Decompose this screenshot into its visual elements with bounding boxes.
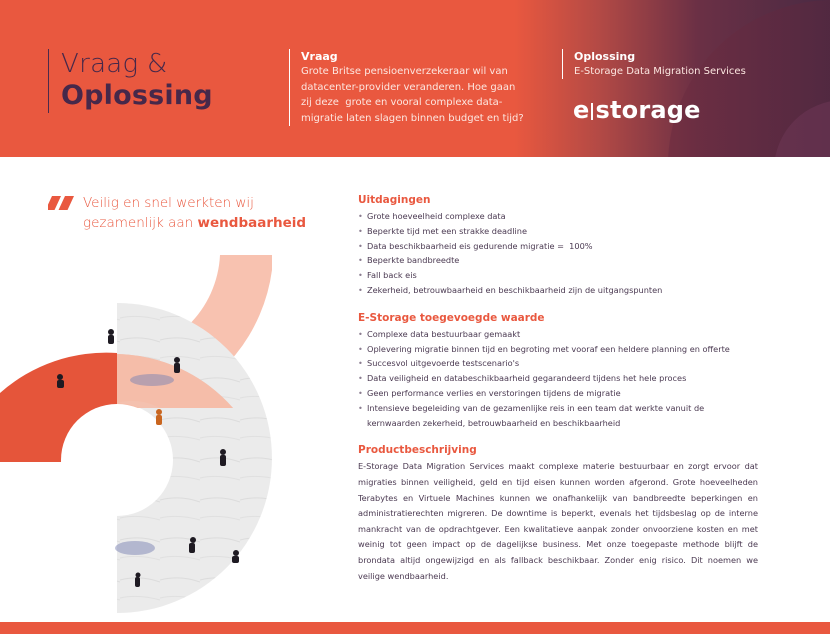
header-banner [0, 0, 830, 157]
estorage-logo [573, 96, 701, 124]
vraag-section [289, 49, 529, 126]
oplossing-section [562, 49, 746, 79]
list-item: • Data beschikbaarheid eis gedurende migratie = 100% [358, 239, 758, 254]
logo-e: e [573, 96, 590, 124]
product-heading: Productbeschrijving [358, 444, 477, 457]
product-section [358, 443, 758, 584]
title-line-1: Vraag & [61, 49, 168, 79]
list-item: • Beperkte bandbreedte [358, 253, 758, 268]
vraag-line: migratie laten slagen binnen budget en tijd? [301, 112, 524, 124]
list-item: • Fall back eis [358, 268, 758, 283]
uitdagingen-heading: Uitdagingen [358, 194, 431, 206]
oplossing-text: E-Storage Data Migration Services [574, 66, 746, 77]
content-column [358, 193, 758, 597]
list-item: • Complexe data bestuurbaar gemaakt [358, 327, 758, 342]
logo-storage: storage [595, 96, 701, 124]
uitdagingen-list [358, 209, 758, 298]
vraag-line: Grote Britse pensioenverzekeraar wil van [301, 66, 508, 77]
quote-line-2 [83, 213, 306, 233]
list-item: • Oplevering migratie binnen tijd en begroting met vooraf een heldere planning en offerte [358, 342, 758, 357]
quote-line-1: Veilig en snel werkten wij [83, 195, 254, 211]
vraag-heading: Vraag [301, 50, 338, 63]
list-item: • Zekerheid, betrouwbaarheid en beschikbaarheid zijn de uitgangspunten [358, 283, 758, 298]
quote-text [83, 193, 306, 233]
waarde-heading: E-Storage toegevoegde waarde [358, 311, 545, 324]
list-item: • Beperkte tijd met een strakke deadline [358, 224, 758, 239]
list-item: • Geen performance verlies en verstoringen tijdens de migratie [358, 386, 758, 401]
product-description: E-Storage Data Migration Services maakt complexe materie bestuurbaar en zorgt ervoor dat migraties binnen veiligheid, geld en tijd eisen kunnen worden afgerond. Grote hoeveelheden Terabytes en Virtuele Machines kunnen we onafhankelijk van bandbreedte beperkingen en administratierechten migreren. De downtime is beperkt, evenals het tijdsbeslag op de interne mankracht van de opdrachtgever. Een kwalitatieve aanpak zonder onvoorziene kosten en met weinig tot geen impact op de dagelijkse business. Met onze toegepaste methode blijft de brondata altijd ongewijzigd en als fallback beschikbaar. Zonder enig risico. Dit noemen we veilige wendbaarheid. [358, 461, 758, 581]
quote-marks-icon [48, 196, 76, 210]
waarde-section [358, 311, 758, 431]
vraag-line: datacenter-provider veranderen. Hoe gaan [301, 81, 516, 93]
logo-divider [591, 103, 593, 120]
pull-quote [48, 193, 306, 233]
vraag-line: zij deze grote en vooral complexe data- [301, 97, 503, 108]
list-item: • Succesvol uitgevoerde testscenario's [358, 356, 758, 371]
oplossing-heading: Oplossing [574, 50, 636, 63]
waarde-list [358, 327, 758, 431]
quote-highlight: wendbaarheid [197, 215, 307, 231]
uitdagingen-section [358, 193, 758, 298]
vraag-text [301, 64, 529, 126]
footer-bar [0, 622, 830, 634]
page-title [48, 49, 213, 113]
quote-line-2-prefix: gezamenlijk aan [83, 215, 198, 231]
ski-slope-graphic [0, 250, 290, 624]
skier-orange-icon [156, 409, 162, 425]
list-item: • Grote hoeveelheid complexe data [358, 209, 758, 224]
title-line-2: Oplossing [61, 80, 213, 111]
list-item: • Data veiligheid en databeschikbaarheid gegarandeerd tijdens het hele proces [358, 371, 758, 386]
list-item: • Intensieve begeleiding van de gezamenlijke reis in een team dat werkte vanuit de kernwaarden zekerheid, betrouwbaarheid en beschikbaarheid [358, 401, 758, 431]
